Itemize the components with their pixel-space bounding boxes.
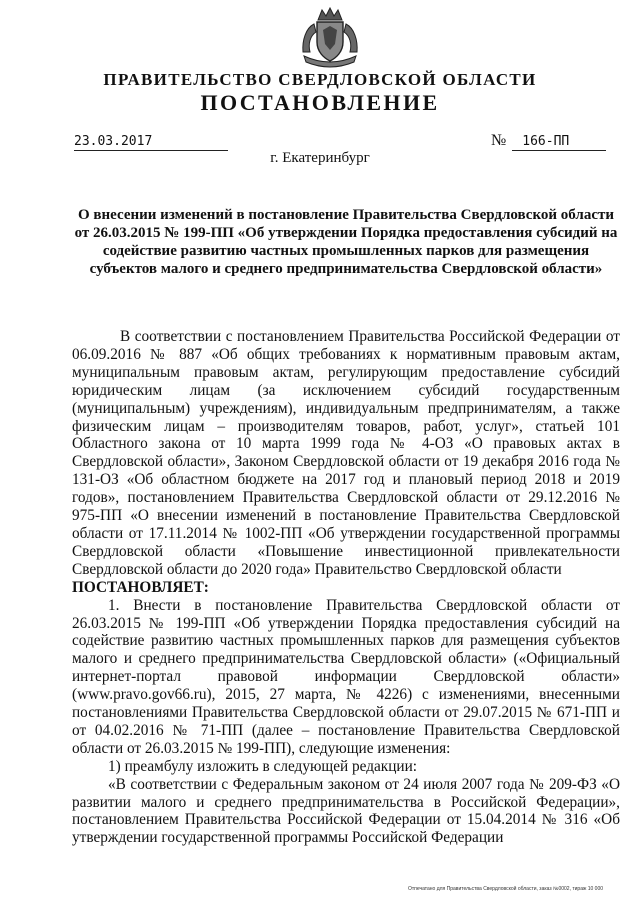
document-number [491, 132, 606, 151]
print-footer: Отпечатано для Правительства Свердловской области, заказ №0002, тираж 10 000 [408, 886, 604, 892]
item-1-paragraph: 1. Внести в постановление Правительства Свердловской области от 26.03.2015 № 199-ПП «Об утверждении Порядка предоставления субсидий на содействие развитию частных промышленных парков для размещения субъектов малого и среднего предпринимательства Свердловской области» («Официальный интернет-портал правовой информации Свердловской области» (www.pravo.gov66.ru), 2015, 27 марта, № 4226) с изменениями, внесенными постановлениями Правительства Свердловской области от 29.07.2015 № 671-ПП и от 04.02.2016 № 71-ПП (далее – постановление Правительства Свердловской области от 26.03.2015 № 199-ПП), следующие изменения: [72, 596, 620, 757]
preamble-paragraph: В соответствии с постановлением Правительства Российской Федерации от 06.09.2016 № 887 «Об общих требованиях к нормативным правовым актам, муниципальным правовым актам, регулирующим предоставление субсидий юридическим лицам (за исключением субсидий государственным (муниципальным) учреждениям), индивидуальным предпринимателям, а также физическим лицам – производителям товаров, работ, услуг», статьей 101 Областного закона от 10 марта 1999 года № 4-ОЗ «О правовых актах в Свердловской области», Законом Свердловской области от 19 декабря 2016 года № 131-ОЗ «Об областном бюджете на 2017 год и плановый период 2018 и 2019 годов», постановлением Правительства Свердловской области от 29.12.2016 № 975-ПП «О внесении изменений в постановление Правительства Свердловской области от 17.11.2014 № 1002-ПП «Об утверждении государственной программы Свердловской области «Повышение инвестиционной привлекательности Свердловской области до 2020 года» Правительство Свердловской области [72, 328, 620, 578]
number-label: № [491, 132, 507, 149]
document-body [72, 328, 620, 847]
coat-of-arms-icon [298, 6, 362, 68]
document-date: 23.03.2017 [74, 134, 228, 151]
city: г. Екатеринбург [270, 150, 370, 166]
number-value: 166-ПП [512, 134, 606, 151]
organization-name: ПРАВИТЕЛЬСТВО СВЕРДЛОВСКОЙ ОБЛАСТИ [103, 70, 537, 89]
document-type: ПОСТАНОВЛЕНИЕ [200, 90, 440, 115]
quote-paragraph: «В соответствии с Федеральным законом от 24 июля 2007 года № 209-ФЗ «О развитии малого и среднего предпринимательства в Российской Федерации», постановлением Правительства Российской Федерации от 15.04.2014 № 316 «Об утверждении государственной программы Российской Федерации [72, 775, 620, 847]
resolves-heading: ПОСТАНОВЛЯЕТ: [72, 578, 209, 596]
subitem-1-paragraph: 1) преамбулу изложить в следующей редакции: [108, 757, 418, 775]
document-title: О внесении изменений в постановление Правительства Свердловской области от 26.03.2015 № 199-ПП «Об утверждении Порядка предоставления субсидий на содействие развитию частных промышленных парков для размещения субъектов малого и среднего предпринимательства Свердловской области» [74, 207, 618, 277]
